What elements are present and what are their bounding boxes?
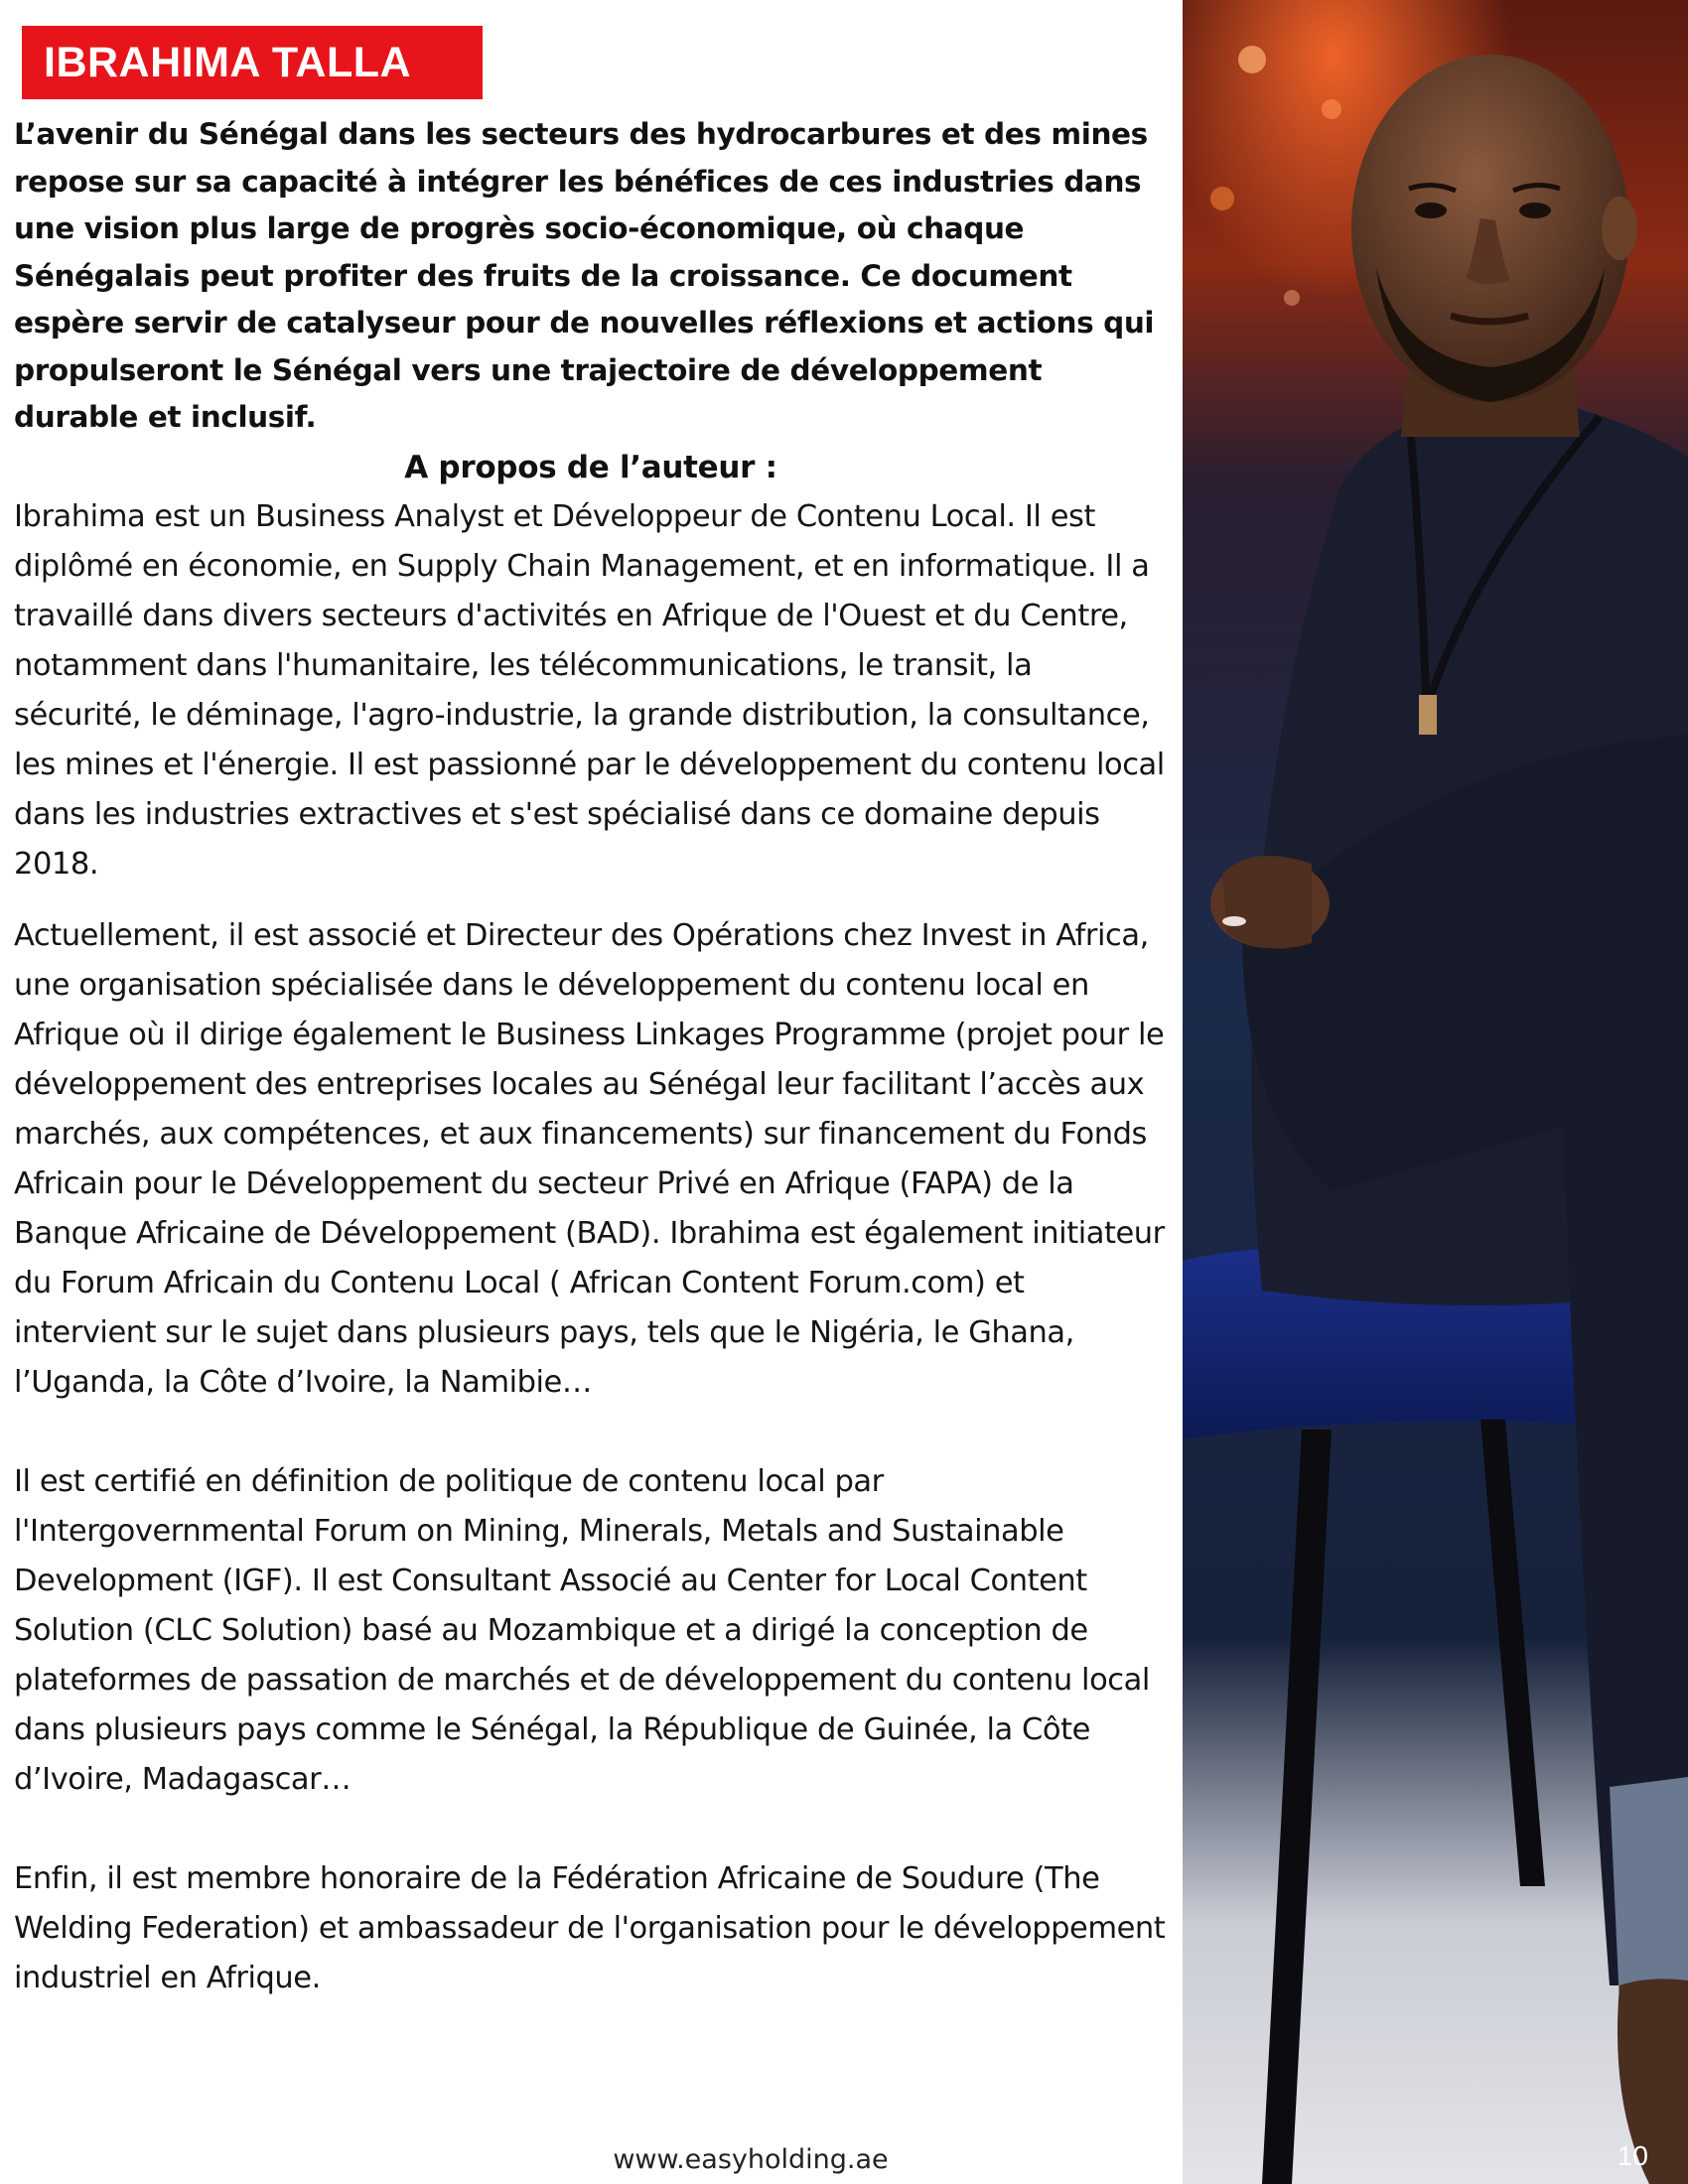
author-name-banner [22,26,483,99]
bio-paragraph-4: Enfin, il est membre honoraire de la Fédération Africaine de Soudure (The Welding Federation) et ambassadeur de l'organisation pour le développement industriel en Afrique. [14,1860,1166,1995]
text-column [14,111,1168,2003]
bio-paragraph-2: Actuellement, il est associé et Directeur des Opérations chez Invest in Africa, une organisation spécialisée dans le développement du contenu local en Afrique où il dirige également le Business Linkages Programme (projet pour le développement des entreprises locales au Sénégal leur facilitant l’accès aux marchés, aux compétences, et aux financements) sur financement du Fonds Africain pour le Développement du secteur Privé en Afrique (FAPA) de la Banque Africaine de Développement (BAD). Ibrahima est également initiateur du Forum Africain du Contenu Local ( African Content Forum.com) et intervient sur le sujet dans plusieurs pays, tels que le Nigéria, le Ghana, l’Uganda, la Côte d’Ivoire, la Namibie… [14,917,1165,1400]
bio-paragraph-3: Il est certifié en définition de politique de contenu local par l'Intergovernmental Forum on Mining, Minerals, Metals and Sustainable Development (IGF). Il est Consultant Associé au Center for Local Content Solution (CLC Solution) basé au Mozambique et a dirigé la conception de plateformes de passation de marchés et de développement du contenu local dans plusieurs pays comme le Sénégal, la République de Guinée, la Côte d’Ivoire, Madagascar… [14,1463,1150,1797]
about-author-heading: A propos de l’auteur : [404,449,777,485]
author-name: IBRAHIMA TALLA [44,38,412,86]
bio-paragraph-1: Ibrahima est un Business Analyst et Développeur de Contenu Local. Il est diplômé en économie, en Supply Chain Management, et en informatique. Il a travaillé dans divers secteurs d'activités en Afrique de l'Ouest et du Centre, notamment dans l'humanitaire, les télécommunications, le transit, la sécurité, le déminage, l'agro-industrie, la grande distribution, la consultance, les mines et l'énergie. Il est passionné par le développement du contenu local dans les industries extractives et s'est spécialisé dans ce domaine depuis 2018. [14,498,1165,882]
page-number: 10 [1617,2140,1648,2171]
intro-paragraph: L’avenir du Sénégal dans les secteurs des hydrocarbures et des mines repose sur sa capacité à intégrer les bénéfices de ces industries dans une vision plus large de progrès socio-économique, où chaque Sénégalais peut profiter des fruits de la croissance. Ce document espère servir de catalyseur pour de nouvelles réflexions et actions qui propulseront le Sénégal vers une trajectoire de développement durable et inclusif. [14,117,1155,434]
author-photo [1183,0,1688,2184]
footer-website: www.easyholding.ae [613,2144,889,2175]
author-portrait-illustration [1183,0,1688,2184]
